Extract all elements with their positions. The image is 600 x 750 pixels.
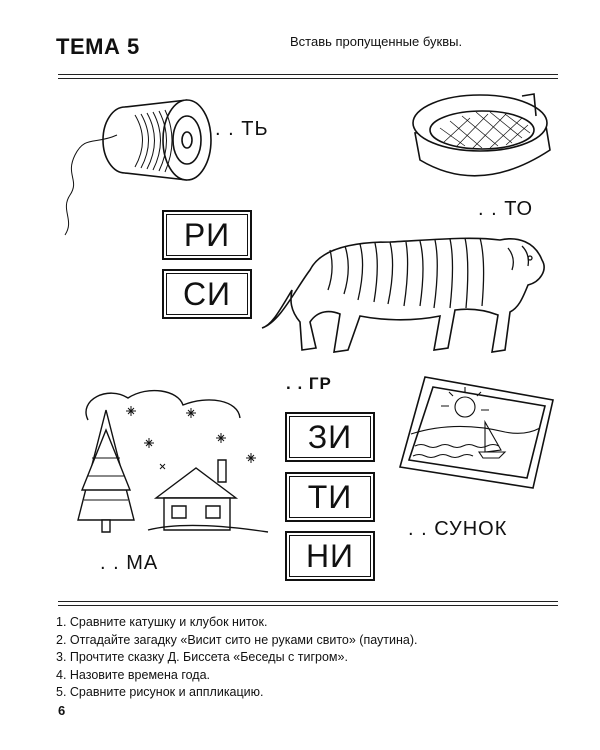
syllable-card-ri: РИ xyxy=(162,210,252,260)
header-divider xyxy=(58,74,558,79)
tiger-illustration xyxy=(260,230,560,360)
word-spool: . . ТЬ xyxy=(215,118,269,140)
page-number: 6 xyxy=(58,703,66,718)
winter-scene-illustration xyxy=(68,380,273,540)
syllable-card-si: СИ xyxy=(162,269,252,319)
task-item: 2. Отгадайте загадку «Висит сито не руками свито» (паутина). xyxy=(56,632,418,647)
syllable-card-zi: ЗИ xyxy=(285,412,375,462)
task-item: 5. Сравните рисунок и аппликацию. xyxy=(56,685,264,699)
syllable-card-ti: ТИ xyxy=(285,472,375,522)
task-item: 1. Сравните катушку и клубок ниток. xyxy=(56,615,268,629)
word-winter: . . МА xyxy=(100,552,159,574)
instruction-text: Вставь пропущенные буквы. xyxy=(290,34,463,49)
sieve-illustration xyxy=(410,88,560,198)
footer-divider xyxy=(58,601,558,606)
picture-illustration xyxy=(395,372,555,492)
task-list xyxy=(56,614,417,702)
syllable-card-ni: НИ xyxy=(285,531,375,581)
word-picture: . . СУНОК xyxy=(408,518,508,540)
task-item: 4. Назовите времена года. xyxy=(56,667,211,682)
word-sieve: . . ТО xyxy=(478,198,534,220)
task-item: 3. Прочтите сказку Д. Биссета «Беседы с тигром». xyxy=(56,650,348,664)
page-title: ТЕМА 5 xyxy=(56,34,140,59)
word-tiger: . . ГР xyxy=(286,374,332,393)
